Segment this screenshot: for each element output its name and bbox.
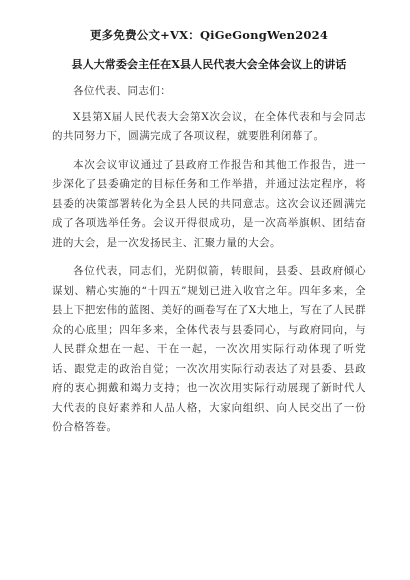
meeting-summary-paragraph: 本次会议审议通过了县政府工作报告和其他工作报告，进一步深化了县委确定的目标任务和工作举措，并通过法定程序，将县委的决策部署转化为全县人民的共同意志。这次会议还圆满完成了各项选举任务。会议开得很成功，是一次高举旗帜、团结奋进的大会，是一次发扬民主、汇聚力量的大会。	[52, 158, 366, 249]
review-paragraph: 各位代表，同志们，光阴似箭，转眼间，县委、县政府倾心谋划、精心实施的“十四五”规划已进入收官之年。四年多来，全县上下把宏伟的蓝图、美好的画卷写在了X大地上，写在了人民群众的心底里；四年多来，全体代表与县委同心，与政府同向，与人民群众想在一起、干在一起，一次次用实际行动体现了听党话、跟党走的政治自觉；一次次用实际行动表达了对县委、县政府的衷心拥戴和竭力支持；也一次次用实际行动展现了新时代人大代表的良好素养和人品人格，大家向组织、向人民交出了一份份合格答卷。	[52, 265, 366, 433]
salutation-paragraph: 各位代表、同志们：	[73, 85, 172, 97]
promo-banner: 更多免费公文+VX：QiGeGongWen2024	[89, 28, 329, 42]
opening-paragraph: X县第X届人民代表大会第X次会议，在全体代表和与会同志的共同努力下，圆满完成了各项议程，就要胜利闭幕了。	[52, 110, 366, 142]
speech-title: 县人大常委会主任在X县人民代表大会全体会议上的讲话	[71, 58, 347, 71]
